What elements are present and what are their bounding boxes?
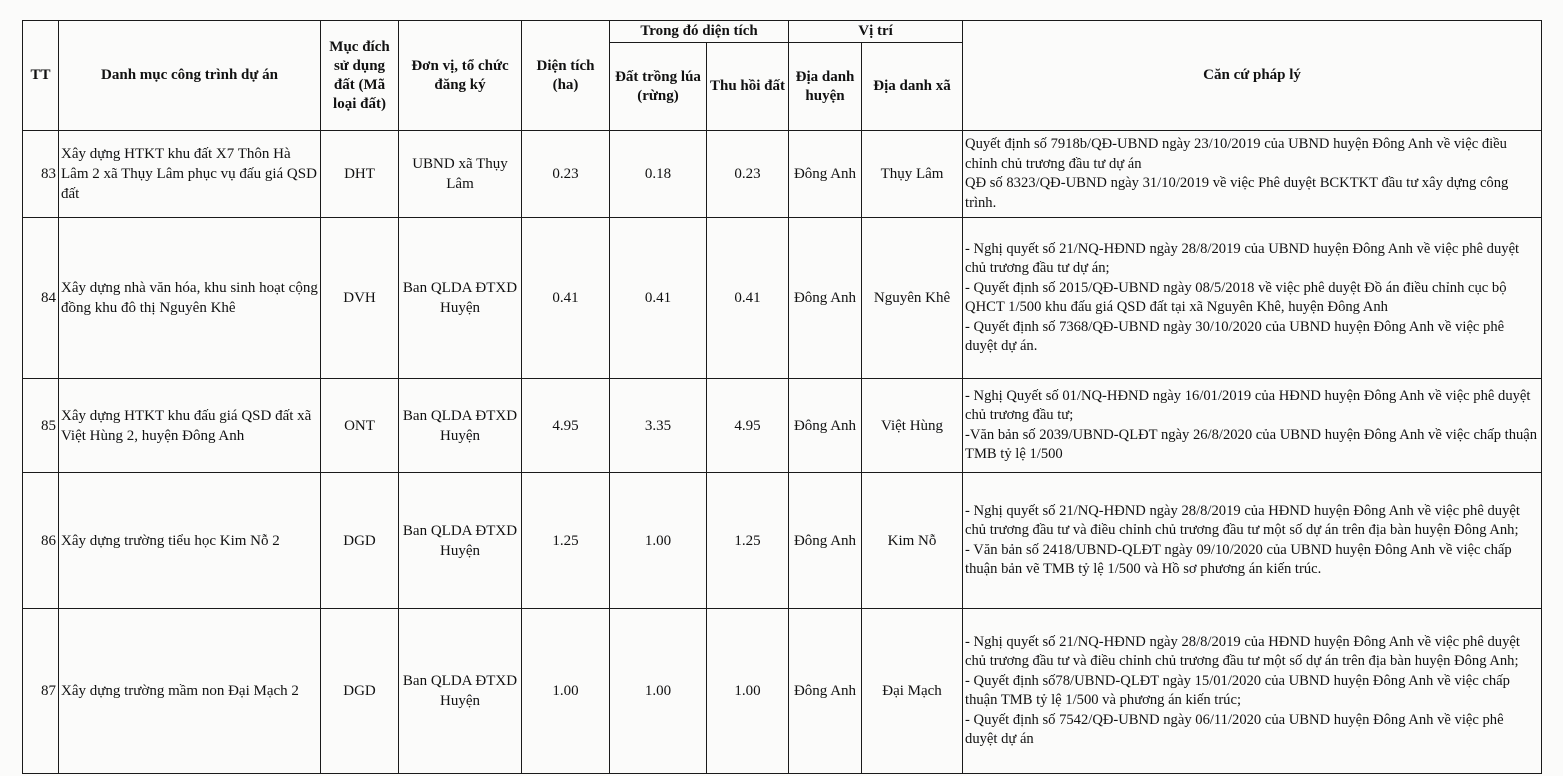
rice-land-value: 0.41 <box>610 218 707 379</box>
table-row <box>23 609 1542 774</box>
recovered-land-value: 4.95 <box>707 379 789 473</box>
row-number: 84 <box>23 218 59 379</box>
legal-line: - Quyết định số 7542/QĐ-UBND ngày 06/11/2020 của UBND huyện Đông Anh về việc phê duyệt dự án <box>965 711 1504 747</box>
legal-line: - Văn bản số 2418/UBND-QLĐT ngày 09/10/2020 của UBND huyện Đông Anh về việc chấp thuận bản vẽ TMB tỷ lệ 1/500 và Hồ sơ phương án kiến trúc. <box>965 541 1512 577</box>
project-name: Xây dựng nhà văn hóa, khu sinh hoạt cộng đồng khu đô thị Nguyên Khê <box>59 218 321 379</box>
project-name: Xây dựng HTKT khu đất X7 Thôn Hà Lâm 2 xã Thụy Lâm phục vụ đấu giá QSD đất <box>59 131 321 218</box>
rice-land-value: 1.00 <box>610 609 707 774</box>
legal-line: -Văn bản số 2039/UBND-QLĐT ngày 26/8/2020 của UBND huyện Đông Anh về việc chấp thuận TMB tỷ lệ 1/500 <box>965 426 1538 462</box>
district-name: Đông Anh <box>789 473 862 609</box>
land-purpose-code: DVH <box>321 218 399 379</box>
rice-land-value: 0.18 <box>610 131 707 218</box>
registering-unit: Ban QLDA ĐTXD Huyện <box>399 218 522 379</box>
area-value: 1.25 <box>522 473 610 609</box>
recovered-land-value: 1.25 <box>707 473 789 609</box>
rice-land-value: 3.35 <box>610 379 707 473</box>
header-district: Địa danh huyện <box>789 43 862 131</box>
row-number: 87 <box>23 609 59 774</box>
table-row <box>23 131 1542 218</box>
legal-basis <box>963 473 1542 609</box>
table-row <box>23 218 1542 379</box>
header-unit: Đơn vị, tổ chức đăng ký <box>399 21 522 131</box>
area-value: 1.00 <box>522 609 610 774</box>
registering-unit: Ban QLDA ĐTXD Huyện <box>399 609 522 774</box>
header-location: Vị trí <box>789 21 963 43</box>
land-purpose-code: DHT <box>321 131 399 218</box>
table-row <box>23 473 1542 609</box>
land-purpose-code: DGD <box>321 473 399 609</box>
table-row <box>23 379 1542 473</box>
header-project: Danh mục công trình dự án <box>59 21 321 131</box>
project-name: Xây dựng HTKT khu đấu giá QSD đất xã Việt Hùng 2, huyện Đông Anh <box>59 379 321 473</box>
legal-basis <box>963 379 1542 473</box>
commune-name: Đại Mạch <box>862 609 963 774</box>
header-recovered: Thu hồi đất <box>707 43 789 131</box>
header-purpose: Mục đích sử dụng đất (Mã loại đất) <box>321 21 399 131</box>
recovered-land-value: 0.23 <box>707 131 789 218</box>
area-value: 0.41 <box>522 218 610 379</box>
registering-unit: UBND xã Thụy Lâm <box>399 131 522 218</box>
recovered-land-value: 1.00 <box>707 609 789 774</box>
legal-line: - Quyết định số 7368/QĐ-UBND ngày 30/10/2020 của UBND huyện Đông Anh về việc phê duyệt dự án. <box>965 318 1505 354</box>
legal-line: - Nghị quyết số 21/NQ-HĐND ngày 28/8/2019 của HĐND huyện Đông Anh về việc phê duyệt chủ trương đầu tư và điều chỉnh chủ trương đầu tư một số dự án trên địa bàn huyện Đông Anh; <box>965 502 1520 538</box>
header-tt: TT <box>23 21 59 131</box>
header-commune: Địa danh xã <box>862 43 963 131</box>
legal-line: - Quyết định số78/UBND-QLĐT ngày 15/01/2020 của UBND huyện Đông Anh về việc chấp thuận TMB tỷ lệ 1/500 và phương án kiến trúc; <box>965 672 1510 708</box>
legal-line: - Nghị quyết số 21/NQ-HĐND ngày 28/8/2019 của UBND huyện Đông Anh về việc phê duyệt chủ trương đầu tư dự án; <box>965 240 1520 276</box>
district-name: Đông Anh <box>789 379 862 473</box>
legal-line: QĐ số 8323/QĐ-UBND ngày 31/10/2019 về việc Phê duyệt BCKTKT đầu tư xây dựng công trình. <box>965 175 1509 211</box>
rice-land-value: 1.00 <box>610 473 707 609</box>
legal-basis <box>963 609 1542 774</box>
area-value: 4.95 <box>522 379 610 473</box>
header-legal: Căn cứ pháp lý <box>963 21 1542 131</box>
row-number: 85 <box>23 379 59 473</box>
legal-basis <box>963 218 1542 379</box>
legal-line: - Quyết định số 2015/QĐ-UBND ngày 08/5/2018 về việc phê duyệt Đồ án điều chỉnh cục bộ QHCT 1/500 khu đấu giá QSD đất tại xã Nguyên Khê, huyện Đông Anh <box>965 279 1507 315</box>
registering-unit: Ban QLDA ĐTXD Huyện <box>399 473 522 609</box>
land-use-project-table <box>22 20 1542 774</box>
commune-name: Việt Hùng <box>862 379 963 473</box>
district-name: Đông Anh <box>789 609 862 774</box>
land-purpose-code: DGD <box>321 609 399 774</box>
legal-line: - Nghị Quyết số 01/NQ-HĐND ngày 16/01/2019 của HĐND huyện Đông Anh về việc phê duyệt chủ trương đầu tư; <box>965 387 1531 423</box>
commune-name: Nguyên Khê <box>862 218 963 379</box>
commune-name: Kim Nỗ <box>862 473 963 609</box>
recovered-land-value: 0.41 <box>707 218 789 379</box>
district-name: Đông Anh <box>789 131 862 218</box>
registering-unit: Ban QLDA ĐTXD Huyện <box>399 379 522 473</box>
legal-line: - Nghị quyết số 21/NQ-HĐND ngày 28/8/2019 của HĐND huyện Đông Anh về việc phê duyệt chủ trương đầu tư và điều chỉnh chủ trương đầu tư một số dự án trên địa bàn huyện Đông Anh; <box>965 633 1520 669</box>
header-rice-land: Đất trồng lúa (rừng) <box>610 43 707 131</box>
row-number: 86 <box>23 473 59 609</box>
project-name: Xây dựng trường tiểu học Kim Nỗ 2 <box>59 473 321 609</box>
header-area: Diện tích (ha) <box>522 21 610 131</box>
land-purpose-code: ONT <box>321 379 399 473</box>
commune-name: Thụy Lâm <box>862 131 963 218</box>
legal-basis <box>963 131 1542 218</box>
header-of-which: Trong đó diện tích <box>610 21 789 43</box>
project-name: Xây dựng trường mầm non Đại Mạch 2 <box>59 609 321 774</box>
area-value: 0.23 <box>522 131 610 218</box>
row-number: 83 <box>23 131 59 218</box>
district-name: Đông Anh <box>789 218 862 379</box>
legal-line: Quyết định số 7918b/QĐ-UBND ngày 23/10/2019 của UBND huyện Đông Anh về việc điều chỉnh chủ trương đầu tư dự án <box>965 136 1507 172</box>
